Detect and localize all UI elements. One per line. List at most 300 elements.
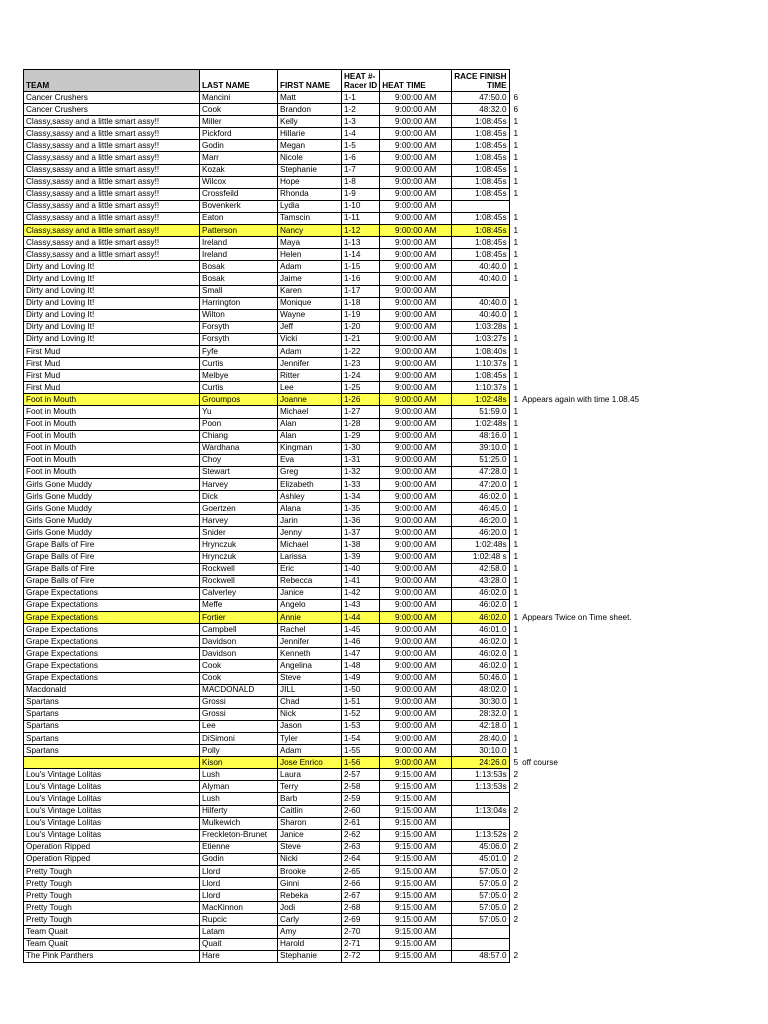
last-name-cell: Melbye xyxy=(200,370,278,382)
rank-note-cell xyxy=(509,454,759,466)
team-cell: Grape Balls of Fire xyxy=(24,575,200,587)
rank-value: 1 xyxy=(513,128,519,138)
team-cell: Spartans xyxy=(24,696,200,708)
racer-id-cell: 2-59 xyxy=(342,793,380,805)
table-row xyxy=(24,297,760,309)
finish-time-cell: 46:02.0 xyxy=(452,599,509,611)
table-row xyxy=(24,781,760,793)
heat-time-cell: 9:00:00 AM xyxy=(380,708,452,720)
finish-time-cell: 40:40.0 xyxy=(452,273,509,285)
table-row xyxy=(24,829,760,841)
finish-time-cell: 1:08:45s xyxy=(452,225,509,237)
racer-id-cell: 1-53 xyxy=(342,720,380,732)
racer-id-cell: 1-2 xyxy=(342,104,380,116)
team-cell: Girls Gone Muddy xyxy=(24,515,200,527)
table-row xyxy=(24,188,760,200)
team-cell: Lou's Vintage Lolitas xyxy=(24,805,200,817)
table-row xyxy=(24,418,760,430)
finish-time-cell: 1:08:45s xyxy=(452,370,509,382)
rank-value: 1 xyxy=(513,733,519,743)
rank-value: 1 xyxy=(513,685,519,695)
finish-time-cell: 47:50.0 xyxy=(452,92,509,104)
rank-note-cell xyxy=(509,92,759,104)
table-row xyxy=(24,902,760,914)
rank-note-cell xyxy=(509,829,759,841)
table-row xyxy=(24,479,760,491)
last-name-cell: Choy xyxy=(200,454,278,466)
rank-note-cell xyxy=(509,551,759,563)
rank-note-cell xyxy=(509,914,759,926)
first-name-cell: Michael xyxy=(278,539,342,551)
racer-id-cell: 2-67 xyxy=(342,890,380,902)
heat-time-cell: 9:00:00 AM xyxy=(380,503,452,515)
rank-note-cell xyxy=(509,587,759,599)
last-name-cell: MACDONALD xyxy=(200,684,278,696)
rank-value: 1 xyxy=(513,140,519,150)
finish-time-cell: 47:28.0 xyxy=(452,466,509,478)
table-row xyxy=(24,587,760,599)
racer-id-cell: 1-35 xyxy=(342,503,380,515)
team-cell: Dirty and Loving It! xyxy=(24,309,200,321)
racer-id-cell: 2-63 xyxy=(342,841,380,853)
rank-value: 2 xyxy=(513,902,519,912)
first-name-cell: Janice xyxy=(278,587,342,599)
finish-time-cell: 46:45.0 xyxy=(452,503,509,515)
rank-note-cell xyxy=(509,116,759,128)
racer-id-cell: 1-18 xyxy=(342,297,380,309)
first-name-cell: Jenny xyxy=(278,527,342,539)
last-name-cell: Mancini xyxy=(200,92,278,104)
first-name-cell: Caitlin xyxy=(278,805,342,817)
table-row xyxy=(24,732,760,744)
finish-time-cell: 46:02.0 xyxy=(452,491,509,503)
heat-time-cell: 9:00:00 AM xyxy=(380,225,452,237)
first-name-cell: Angelo xyxy=(278,599,342,611)
heat-time-cell: 9:00:00 AM xyxy=(380,745,452,757)
last-name-cell: Llord xyxy=(200,890,278,902)
rank-value: 1 xyxy=(513,419,519,429)
finish-time-cell: 48:57.0 xyxy=(452,950,509,962)
team-cell: Grape Expectations xyxy=(24,624,200,636)
first-name-cell: Hope xyxy=(278,176,342,188)
rank-value: 1 xyxy=(513,455,519,465)
rank-value: 1 xyxy=(513,636,519,646)
finish-time-cell: 1:13:53s xyxy=(452,769,509,781)
rank-note-cell xyxy=(509,418,759,430)
heat-time-cell: 9:15:00 AM xyxy=(380,817,452,829)
rank-note-cell xyxy=(509,188,759,200)
table-row xyxy=(24,745,760,757)
finish-time-cell: 46:20.0 xyxy=(452,515,509,527)
rank-value: 1 xyxy=(513,177,519,187)
first-name-cell: Matt xyxy=(278,92,342,104)
heat-time-cell: 9:00:00 AM xyxy=(380,333,452,345)
first-name-cell: Larissa xyxy=(278,551,342,563)
heat-time-cell: 9:00:00 AM xyxy=(380,672,452,684)
last-name-cell: Ireland xyxy=(200,249,278,261)
table-row xyxy=(24,599,760,611)
rank-value: 1 xyxy=(513,515,519,525)
rank-value: 1 xyxy=(513,237,519,247)
finish-time-cell: 57:05.0 xyxy=(452,890,509,902)
finish-time-cell: 42:18.0 xyxy=(452,720,509,732)
first-name-cell: Adam xyxy=(278,745,342,757)
last-name-cell: Cook xyxy=(200,672,278,684)
rank-value: 5 xyxy=(513,757,519,767)
team-cell: Operation Ripped xyxy=(24,853,200,865)
last-name-cell: Wilton xyxy=(200,309,278,321)
first-name-cell: Laura xyxy=(278,769,342,781)
rank-note-cell xyxy=(509,938,759,950)
team-cell: Spartans xyxy=(24,708,200,720)
last-name-header: LAST NAME xyxy=(200,70,278,92)
table-row xyxy=(24,648,760,660)
heat-time-cell: 9:15:00 AM xyxy=(380,793,452,805)
racer-id-cell: 2-66 xyxy=(342,878,380,890)
rank-value: 1 xyxy=(513,624,519,634)
heat-time-cell: 9:00:00 AM xyxy=(380,128,452,140)
first-name-cell: Stephanie xyxy=(278,950,342,962)
table-row xyxy=(24,757,760,769)
rank-note-cell xyxy=(509,708,759,720)
last-name-cell: Godin xyxy=(200,853,278,865)
rank-value: 1 xyxy=(513,273,519,283)
team-cell: Dirty and Loving It! xyxy=(24,273,200,285)
heat-time-cell: 9:00:00 AM xyxy=(380,684,452,696)
last-name-cell: Kison xyxy=(200,757,278,769)
table-row xyxy=(24,200,760,212)
table-row xyxy=(24,696,760,708)
team-cell: The Pink Panthers xyxy=(24,950,200,962)
rank-note-cell xyxy=(509,370,759,382)
racer-id-cell: 1-51 xyxy=(342,696,380,708)
finish-time-cell: 46:01.0 xyxy=(452,624,509,636)
team-cell: Girls Gone Muddy xyxy=(24,479,200,491)
first-name-cell: Wayne xyxy=(278,309,342,321)
rank-value: 2 xyxy=(513,769,519,779)
team-cell: Lou's Vintage Lolitas xyxy=(24,817,200,829)
first-name-cell: Rachel xyxy=(278,624,342,636)
finish-time-cell: 1:08:45s xyxy=(452,116,509,128)
finish-time-cell: 1:03:27s xyxy=(452,333,509,345)
table-row xyxy=(24,442,760,454)
table-row xyxy=(24,575,760,587)
first-name-cell: Adam xyxy=(278,261,342,273)
rank-note-cell xyxy=(509,237,759,249)
finish-time-cell: 1:08:45s xyxy=(452,152,509,164)
team-cell: Classy,sassy and a little smart assy!! xyxy=(24,152,200,164)
finish-time-cell: 46:20.0 xyxy=(452,527,509,539)
last-name-cell: Stewart xyxy=(200,466,278,478)
last-name-cell: Etienne xyxy=(200,841,278,853)
team-cell: Grape Expectations xyxy=(24,648,200,660)
racer-id-cell: 2-61 xyxy=(342,817,380,829)
team-cell: Classy,sassy and a little smart assy!! xyxy=(24,176,200,188)
team-cell: Dirty and Loving It! xyxy=(24,285,200,297)
team-cell: Classy,sassy and a little smart assy!! xyxy=(24,212,200,224)
last-name-cell: Latam xyxy=(200,926,278,938)
team-cell: Classy,sassy and a little smart assy!! xyxy=(24,164,200,176)
heat-time-cell: 9:00:00 AM xyxy=(380,430,452,442)
table-row xyxy=(24,430,760,442)
heat-time-cell: 9:00:00 AM xyxy=(380,624,452,636)
rank-value: 1 xyxy=(513,165,519,175)
header-row xyxy=(24,70,760,92)
last-name-cell: Campbell xyxy=(200,624,278,636)
rank-value: 1 xyxy=(513,225,519,235)
team-cell: Classy,sassy and a little smart assy!! xyxy=(24,225,200,237)
first-name-cell: Rebeka xyxy=(278,890,342,902)
first-name-cell: Annie xyxy=(278,612,342,624)
rank-note-cell xyxy=(509,358,759,370)
racer-id-cell: 1-28 xyxy=(342,418,380,430)
racer-id-cell: 1-19 xyxy=(342,309,380,321)
table-row xyxy=(24,769,760,781)
last-name-cell: Ireland xyxy=(200,237,278,249)
table-row xyxy=(24,624,760,636)
racer-id-cell: 1-30 xyxy=(342,442,380,454)
rank-note-cell xyxy=(509,539,759,551)
rank-note-cell xyxy=(509,430,759,442)
last-name-cell: Curtis xyxy=(200,358,278,370)
finish-time-cell xyxy=(452,817,509,829)
rank-value: 2 xyxy=(513,951,519,961)
heat-time-cell: 9:00:00 AM xyxy=(380,587,452,599)
note-text: Appears Twice on Time sheet. xyxy=(522,612,632,622)
team-cell: Foot in Mouth xyxy=(24,466,200,478)
racer-id-cell: 2-68 xyxy=(342,902,380,914)
rank-value: 1 xyxy=(513,588,519,598)
first-name-cell: Greg xyxy=(278,466,342,478)
table-row xyxy=(24,321,760,333)
rank-value: 1 xyxy=(513,322,519,332)
heat-time-cell: 9:00:00 AM xyxy=(380,297,452,309)
racer-id-cell: 1-20 xyxy=(342,321,380,333)
racer-id-cell: 1-38 xyxy=(342,539,380,551)
table-row xyxy=(24,285,760,297)
first-name-cell: Janice xyxy=(278,829,342,841)
table-row xyxy=(24,938,760,950)
finish-time-cell: 1:10:37s xyxy=(452,358,509,370)
finish-time-cell: 1:08:40s xyxy=(452,345,509,357)
racer-id-cell: 1-13 xyxy=(342,237,380,249)
racer-id-cell: 2-62 xyxy=(342,829,380,841)
rank-note-cell xyxy=(509,950,759,962)
heat-time-cell: 9:00:00 AM xyxy=(380,261,452,273)
finish-header-line1: RACE FINISH xyxy=(454,72,507,81)
rank-note-cell xyxy=(509,345,759,357)
team-cell: Grape Expectations xyxy=(24,636,200,648)
last-name-cell: Small xyxy=(200,285,278,297)
heat-time-cell: 9:00:00 AM xyxy=(380,92,452,104)
finish-time-cell: 40:40.0 xyxy=(452,309,509,321)
team-cell: Lou's Vintage Lolitas xyxy=(24,829,200,841)
table-row xyxy=(24,358,760,370)
heat-time-cell: 9:00:00 AM xyxy=(380,648,452,660)
racer-id-cell: 1-29 xyxy=(342,430,380,442)
heat-time-cell: 9:00:00 AM xyxy=(380,237,452,249)
rank-note-cell xyxy=(509,491,759,503)
rank-note-cell xyxy=(509,200,759,212)
rank-value: 1 xyxy=(513,552,519,562)
rank-value: 1 xyxy=(513,382,519,392)
team-cell: Operation Ripped xyxy=(24,841,200,853)
first-name-cell: Stephanie xyxy=(278,164,342,176)
last-name-cell: Bovenkerk xyxy=(200,200,278,212)
finish-time-cell: 40:40.0 xyxy=(452,297,509,309)
finish-time-cell: 1:08:45s xyxy=(452,188,509,200)
racer-id-cell: 1-21 xyxy=(342,333,380,345)
last-name-cell: Quait xyxy=(200,938,278,950)
last-name-cell: Miller xyxy=(200,116,278,128)
rank-value: 1 xyxy=(513,370,519,380)
table-row xyxy=(24,878,760,890)
racer-id-cell: 1-26 xyxy=(342,394,380,406)
rank-note-cell xyxy=(509,732,759,744)
heat-time-cell: 9:00:00 AM xyxy=(380,527,452,539)
table-row xyxy=(24,805,760,817)
heat-time-cell: 9:00:00 AM xyxy=(380,575,452,587)
rank-note-cell xyxy=(509,575,759,587)
racer-id-cell: 1-37 xyxy=(342,527,380,539)
last-name-cell: Goertzen xyxy=(200,503,278,515)
table-row xyxy=(24,152,760,164)
rank-value: 1 xyxy=(513,116,519,126)
team-cell: Classy,sassy and a little smart assy!! xyxy=(24,140,200,152)
finish-time-cell: 1:08:45s xyxy=(452,176,509,188)
note-text: off course xyxy=(522,757,558,767)
finish-time-cell: 1:10:37s xyxy=(452,382,509,394)
first-name-cell: Jaime xyxy=(278,273,342,285)
finish-time-cell: 1:13:53s xyxy=(452,781,509,793)
first-name-cell: Rhonda xyxy=(278,188,342,200)
table-row xyxy=(24,612,760,624)
rank-note-cell xyxy=(509,624,759,636)
rank-value: 1 xyxy=(513,346,519,356)
rank-note-cell xyxy=(509,128,759,140)
heat-time-header: HEAT TIME xyxy=(380,70,452,92)
rank-value: 1 xyxy=(513,721,519,731)
finish-time-cell: 30:10.0 xyxy=(452,745,509,757)
first-name-cell: Brandon xyxy=(278,104,342,116)
table-row xyxy=(24,720,760,732)
first-name-cell: Adam xyxy=(278,345,342,357)
racer-id-cell: 1-5 xyxy=(342,140,380,152)
table-row xyxy=(24,914,760,926)
heat-time-cell: 9:15:00 AM xyxy=(380,926,452,938)
heat-time-cell: 9:00:00 AM xyxy=(380,394,452,406)
heat-time-cell: 9:00:00 AM xyxy=(380,116,452,128)
table-row xyxy=(24,261,760,273)
racer-id-cell: 1-1 xyxy=(342,92,380,104)
heat-time-cell: 9:00:00 AM xyxy=(380,176,452,188)
rank-note-cell xyxy=(509,527,759,539)
racer-id-cell: 1-54 xyxy=(342,732,380,744)
rank-note-cell xyxy=(509,333,759,345)
last-name-cell: Wardhana xyxy=(200,442,278,454)
racer-id-cell: 2-64 xyxy=(342,853,380,865)
table-row xyxy=(24,406,760,418)
results-body xyxy=(24,92,760,963)
first-name-cell: Nicki xyxy=(278,853,342,865)
finish-time-cell xyxy=(452,926,509,938)
last-name-cell: Alyman xyxy=(200,781,278,793)
last-name-cell: Yu xyxy=(200,406,278,418)
first-name-cell: Elizabeth xyxy=(278,479,342,491)
rank-value: 1 xyxy=(513,600,519,610)
rank-value: 1 xyxy=(513,709,519,719)
first-name-cell: Lee xyxy=(278,382,342,394)
heat-time-cell: 9:00:00 AM xyxy=(380,539,452,551)
rank-value: 2 xyxy=(513,878,519,888)
table-row xyxy=(24,370,760,382)
rank-note-cell xyxy=(509,297,759,309)
rank-value: 1 xyxy=(513,479,519,489)
table-row xyxy=(24,503,760,515)
rank-value: 2 xyxy=(513,890,519,900)
last-name-cell: Dick xyxy=(200,491,278,503)
heat-time-cell: 9:00:00 AM xyxy=(380,479,452,491)
table-row xyxy=(24,950,760,962)
racer-id-cell: 1-43 xyxy=(342,599,380,611)
heat-header-line1: HEAT #- xyxy=(344,72,376,81)
table-row xyxy=(24,140,760,152)
first-name-cell: Monique xyxy=(278,297,342,309)
rank-note-cell xyxy=(509,878,759,890)
racer-id-cell: 2-71 xyxy=(342,938,380,950)
extra-column-header xyxy=(509,70,759,92)
team-cell: Dirty and Loving It! xyxy=(24,297,200,309)
racer-id-cell: 1-9 xyxy=(342,188,380,200)
rank-note-cell xyxy=(509,406,759,418)
finish-time-cell: 1:08:45s xyxy=(452,249,509,261)
rank-value: 1 xyxy=(513,298,519,308)
team-cell: Foot in Mouth xyxy=(24,430,200,442)
team-cell: Grape Balls of Fire xyxy=(24,539,200,551)
heat-time-cell: 9:15:00 AM xyxy=(380,841,452,853)
table-row xyxy=(24,92,760,104)
last-name-cell: Hrynczuk xyxy=(200,551,278,563)
racer-id-cell: 2-65 xyxy=(342,866,380,878)
finish-time-cell: 1:03:28s xyxy=(452,321,509,333)
rank-value: 1 xyxy=(513,431,519,441)
rank-note-cell xyxy=(509,164,759,176)
table-row xyxy=(24,684,760,696)
rank-value: 1 xyxy=(513,406,519,416)
team-cell: Classy,sassy and a little smart assy!! xyxy=(24,249,200,261)
racer-id-cell: 2-70 xyxy=(342,926,380,938)
rank-note-cell xyxy=(509,152,759,164)
race-finish-time-header xyxy=(452,70,509,92)
finish-time-cell: 1:02:48 s xyxy=(452,551,509,563)
heat-time-cell: 9:00:00 AM xyxy=(380,551,452,563)
rank-value: 1 xyxy=(513,189,519,199)
heat-time-cell: 9:15:00 AM xyxy=(380,902,452,914)
finish-time-cell: 45:06.0 xyxy=(452,841,509,853)
racer-id-cell: 1-48 xyxy=(342,660,380,672)
team-cell: First Mud xyxy=(24,370,200,382)
heat-time-cell: 9:00:00 AM xyxy=(380,200,452,212)
racer-id-cell: 2-72 xyxy=(342,950,380,962)
table-row xyxy=(24,660,760,672)
team-cell: First Mud xyxy=(24,358,200,370)
first-name-cell: Joanne xyxy=(278,394,342,406)
heat-time-cell: 9:15:00 AM xyxy=(380,938,452,950)
last-name-cell: Crossfeild xyxy=(200,188,278,200)
last-name-cell: Cook xyxy=(200,104,278,116)
racer-id-cell: 1-24 xyxy=(342,370,380,382)
rank-value: 6 xyxy=(513,92,519,102)
